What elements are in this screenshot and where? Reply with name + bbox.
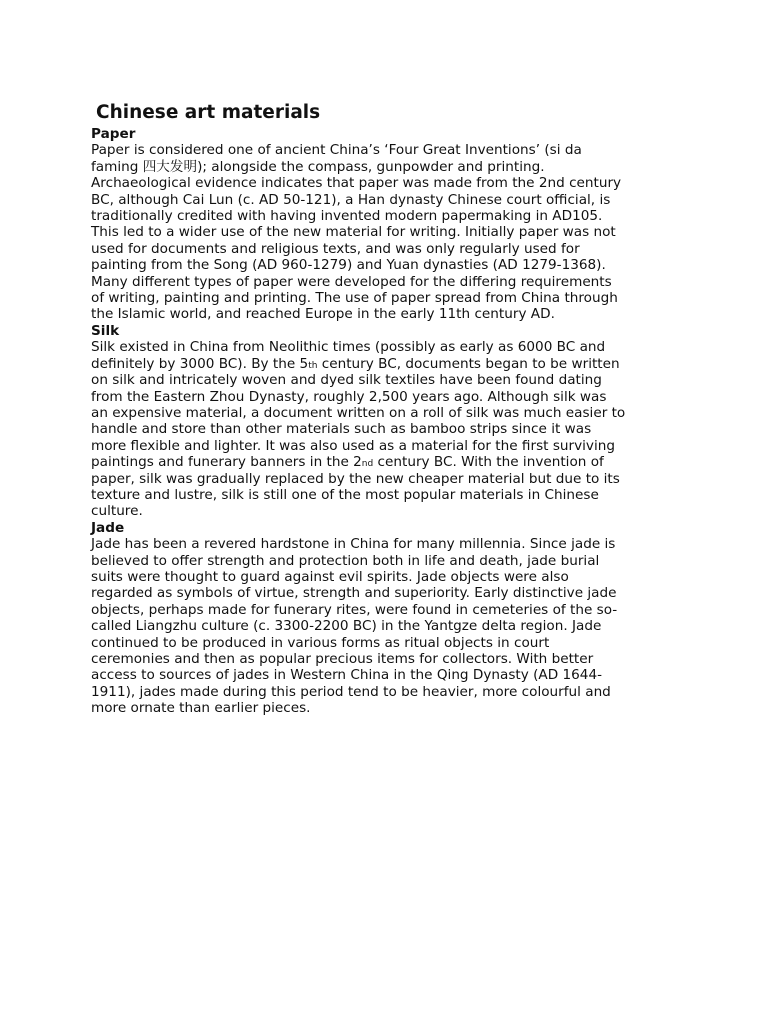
paragraph-line: This led to a wider use of the new material for writing. Initially paper was not bbox=[91, 224, 616, 241]
paragraph-line: handle and store than other materials such as bamboo strips since it was bbox=[91, 421, 592, 438]
paragraph-line: Archaeological evidence indicates that paper was made from the 2nd century bbox=[91, 175, 622, 192]
paper-paragraph bbox=[91, 142, 681, 322]
paragraph-line: on silk and intricately woven and dyed silk textiles have been found dating bbox=[91, 372, 602, 389]
paragraph-line: Silk existed in China from Neolithic times (possibly as early as 6000 BC and bbox=[91, 339, 606, 356]
paragraph-line: believed to offer strength and protection both in life and death, jade burial bbox=[91, 552, 600, 569]
paragraph-line: access to sources of jades in Western China in the Qing Dynasty (AD 1644- bbox=[91, 667, 603, 684]
paragraph-line: more flexible and lighter. It was also used as a material for the first surviving bbox=[91, 437, 615, 454]
paragraph-line bbox=[91, 454, 681, 470]
jade-paragraph bbox=[91, 536, 681, 716]
paragraph-line: texture and lustre, silk is still one of the most popular materials in Chinese bbox=[91, 486, 599, 503]
paragraph-line bbox=[91, 356, 681, 372]
line-text: definitely by 3000 BC). By the 5 bbox=[91, 355, 309, 372]
paragraph-line: regarded as symbols of virtue, strength and superiority. Early distinctive jade bbox=[91, 585, 617, 602]
line-text: century BC. With the invention of bbox=[373, 454, 604, 471]
section-heading-jade: Jade bbox=[91, 519, 125, 536]
paragraph-line: of writing, painting and printing. The use of paper spread from China through bbox=[91, 290, 618, 307]
paragraph-line: from the Eastern Zhou Dynasty, roughly 2,500 years ago. Although silk was bbox=[91, 388, 607, 405]
line-text: century BC, documents began to be written bbox=[317, 355, 620, 372]
paragraph-line: continued to be produced in various forms as ritual objects in court bbox=[91, 634, 550, 651]
paragraph-line: Jade has been a revered hardstone in China for many millennia. Since jade is bbox=[91, 536, 616, 553]
ordinal-suffix: nd bbox=[361, 459, 374, 470]
paragraph-line: culture. bbox=[91, 503, 143, 520]
line-text: paintings and funerary banners in the 2 bbox=[91, 454, 362, 471]
paragraph-line: traditionally credited with having invented modern papermaking in AD105. bbox=[91, 208, 603, 225]
paragraph-line: used for documents and religious texts, and was only regularly used for bbox=[91, 240, 580, 257]
paragraph-line: paper, silk was gradually replaced by the new cheaper material but due to its bbox=[91, 470, 620, 487]
paragraph-line: painting from the Song (AD 960-1279) and Yuan dynasties (AD 1279-1368). bbox=[91, 257, 606, 274]
paragraph-line: ceremonies and then as popular precious items for collectors. With better bbox=[91, 651, 594, 667]
paragraph-line: Paper is considered one of ancient China’s ‘Four Great Inventions’ (si da bbox=[91, 142, 582, 159]
paragraph-line: more ornate than earlier pieces. bbox=[91, 700, 311, 717]
document-page bbox=[91, 100, 681, 717]
paragraph-line: called Liangzhu culture (c. 3300-2200 BC) in the Yantgze delta region. Jade bbox=[91, 618, 602, 635]
section-heading-paper: Paper bbox=[91, 126, 136, 142]
paragraph-line: the Islamic world, and reached Europe in the early 11th century AD. bbox=[91, 306, 555, 323]
section-heading-silk: Silk bbox=[91, 322, 120, 339]
ordinal-suffix: th bbox=[308, 360, 318, 371]
document-title: Chinese art materials bbox=[96, 102, 321, 123]
paragraph-line: BC, although Cai Lun (c. AD 50-121), a Han dynasty Chinese court official, is bbox=[91, 191, 611, 208]
silk-paragraph bbox=[91, 339, 681, 519]
paragraph-line: Many different types of paper were developed for the differing requirements bbox=[91, 273, 612, 290]
paragraph-line: an expensive material, a document written on a roll of silk was much easier to bbox=[91, 404, 626, 421]
paragraph-line: suits were thought to guard against evil spirits. Jade objects were also bbox=[91, 568, 569, 585]
paragraph-line: objects, perhaps made for funerary rites, were found in cemeteries of the so- bbox=[91, 601, 618, 618]
paragraph-line: faming 四大发明); alongside the compass, gunpowder and printing. bbox=[91, 158, 545, 175]
paragraph-line: 1911), jades made during this period tend to be heavier, more colourful and bbox=[91, 683, 611, 700]
